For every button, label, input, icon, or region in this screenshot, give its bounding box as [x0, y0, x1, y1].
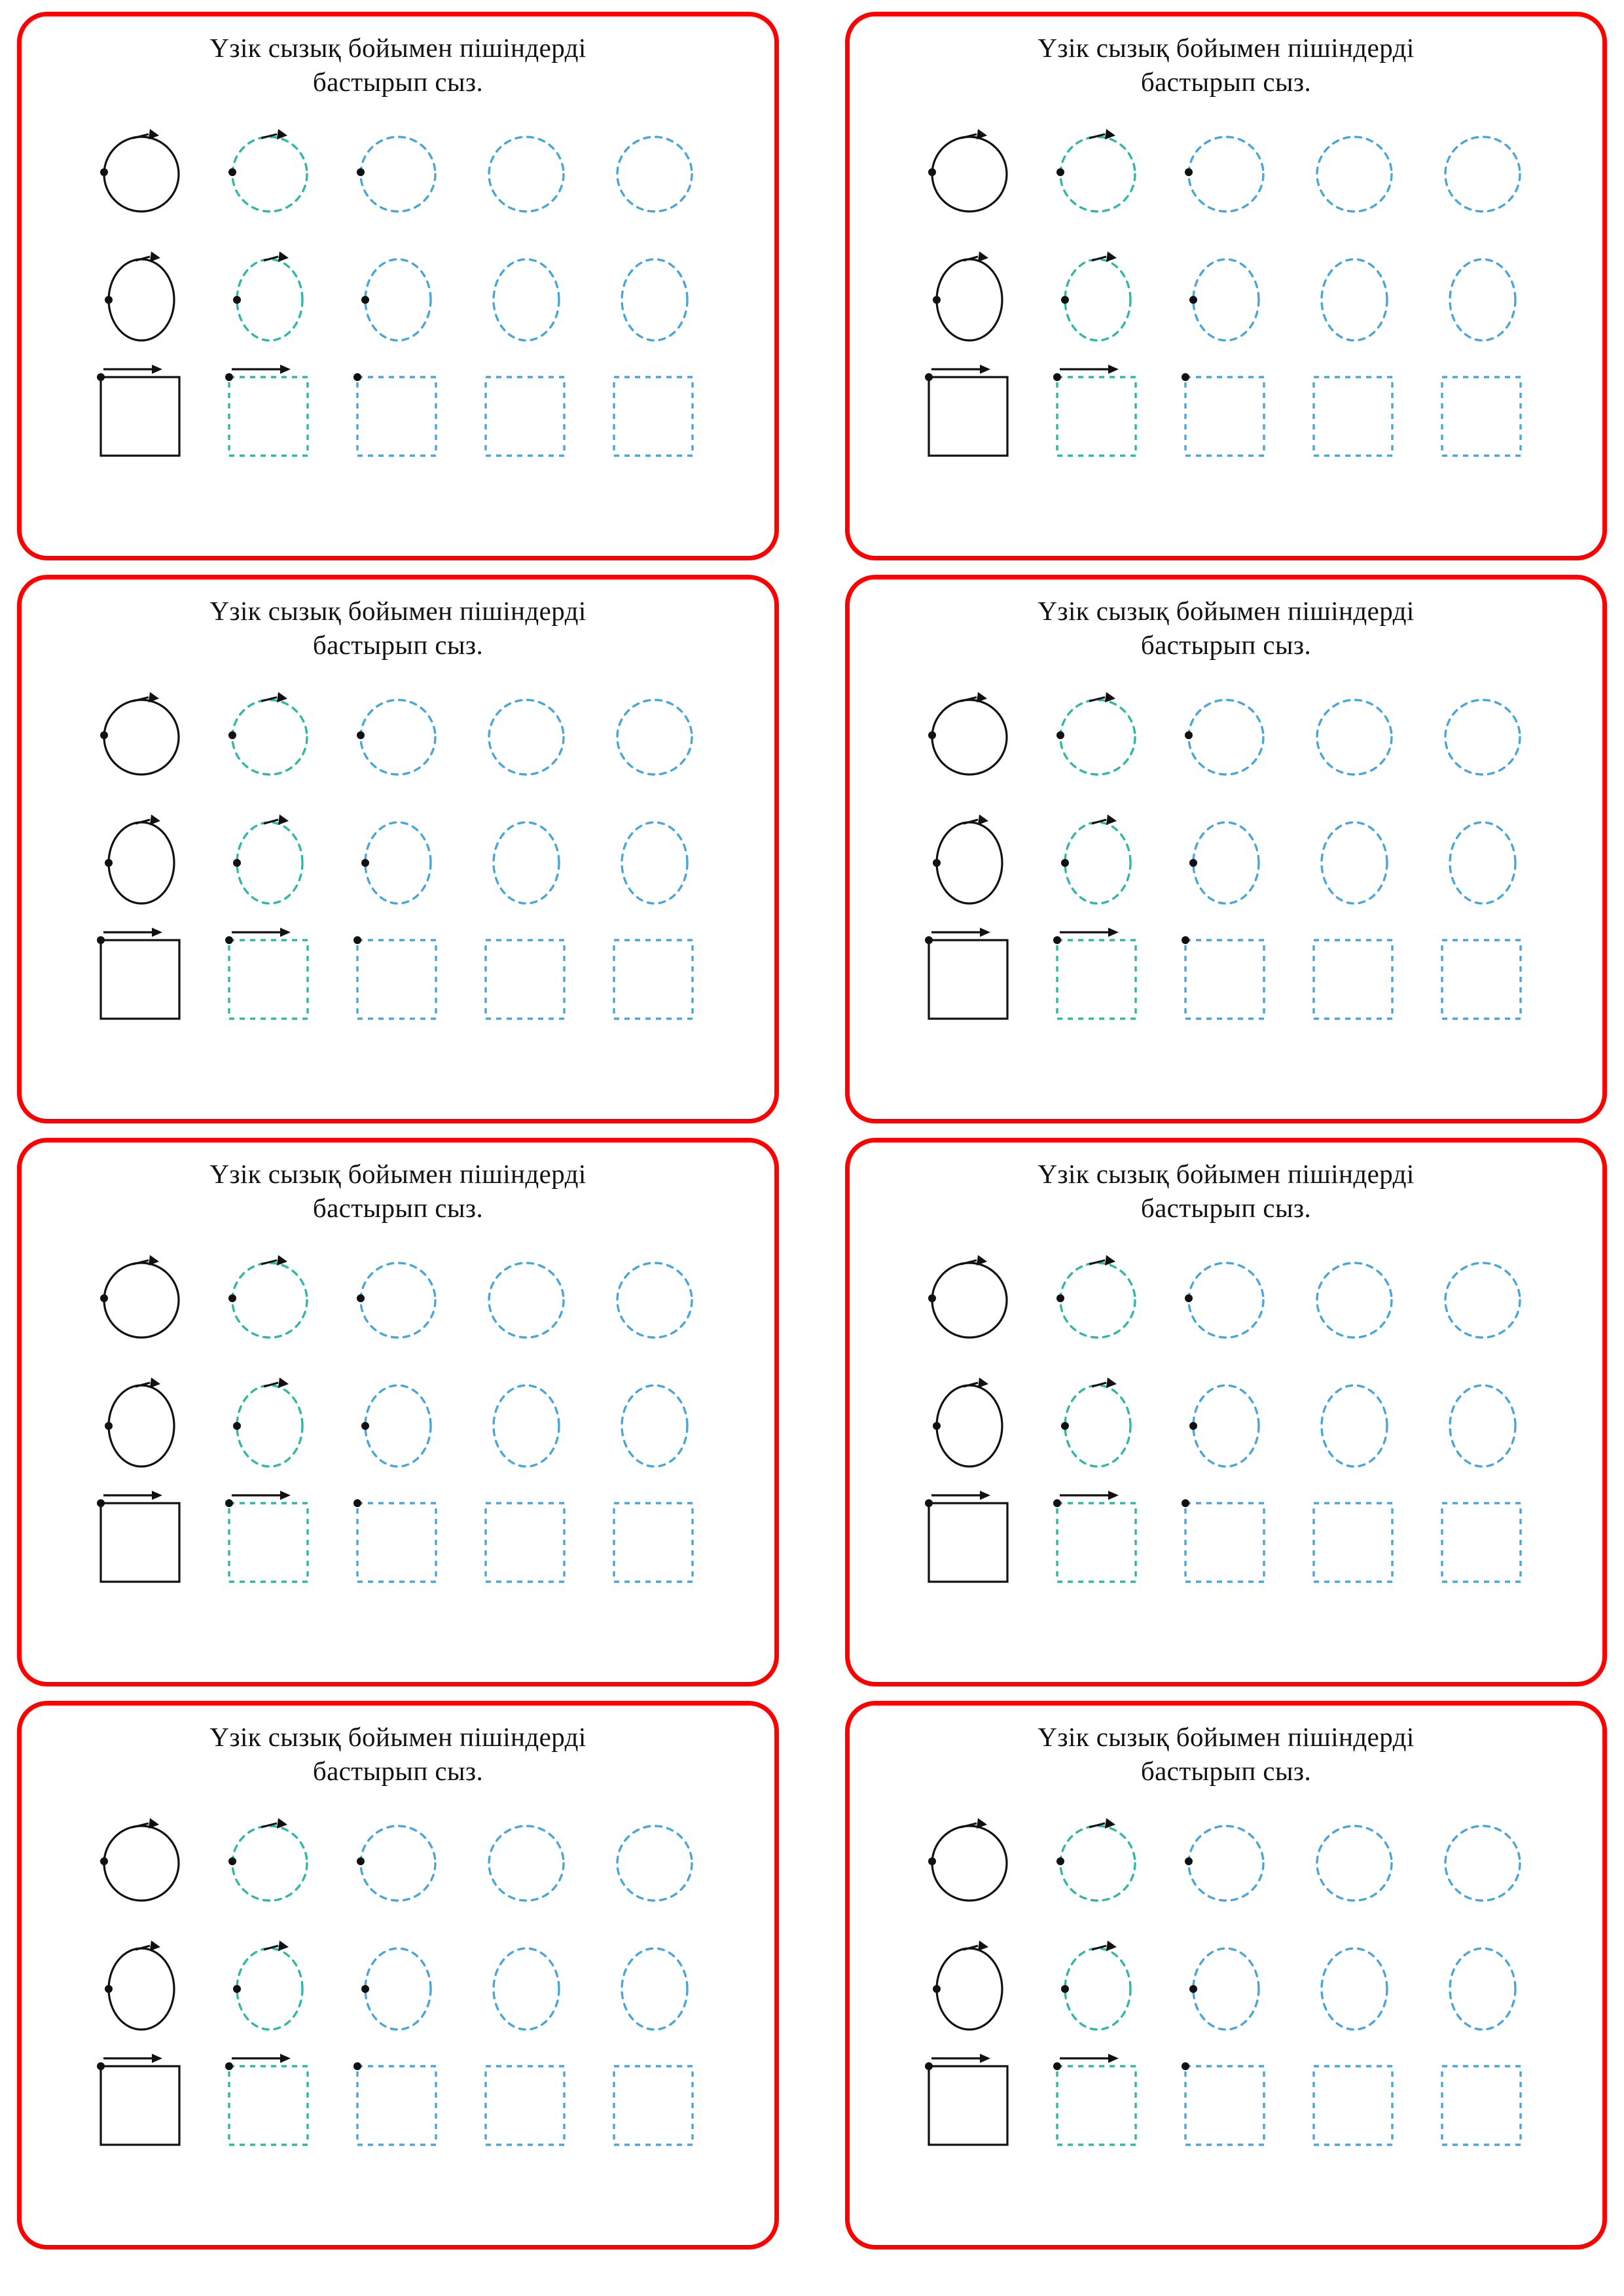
card-title-line2: бастырып сыз. — [312, 67, 484, 98]
square-row — [77, 1489, 719, 1603]
worksheet-card — [17, 12, 779, 560]
square-trace-1 — [206, 1489, 334, 1587]
square-trace-3 — [462, 1489, 590, 1587]
tracing-grid — [905, 1800, 1547, 2166]
tracing-grid — [77, 674, 719, 1040]
square-trace-3 — [1290, 2052, 1418, 2150]
oval-trace-4 — [1418, 247, 1547, 352]
card-title-line2: бастырып сыз. — [1140, 1193, 1312, 1224]
oval-trace-4 — [590, 811, 719, 915]
oval-guide-solid — [77, 1374, 206, 1478]
card-title — [899, 1720, 1553, 1789]
card-title — [899, 594, 1553, 663]
square-trace-1 — [206, 2052, 334, 2150]
oval-trace-2 — [1162, 247, 1290, 352]
oval-guide-solid — [77, 811, 206, 915]
square-trace-2 — [1162, 2052, 1290, 2150]
square-guide-solid — [905, 2052, 1034, 2150]
circle-trace-2 — [334, 125, 462, 223]
square-trace-4 — [1418, 1489, 1547, 1587]
circle-trace-4 — [1418, 1251, 1547, 1349]
circle-trace-3 — [462, 1814, 590, 1912]
card-title — [71, 1157, 725, 1226]
square-guide-solid — [905, 926, 1034, 1024]
square-trace-4 — [1418, 926, 1547, 1024]
square-trace-2 — [334, 926, 462, 1024]
circle-trace-4 — [590, 688, 719, 786]
oval-guide-solid — [905, 811, 1034, 915]
oval-trace-4 — [1418, 1937, 1547, 2041]
circle-row — [77, 1237, 719, 1363]
square-row — [905, 926, 1547, 1040]
square-trace-4 — [1418, 2052, 1547, 2150]
circle-guide-solid — [905, 1814, 1034, 1912]
circle-trace-3 — [462, 125, 590, 223]
square-trace-1 — [1034, 363, 1162, 461]
circle-row — [77, 111, 719, 237]
square-trace-3 — [462, 926, 590, 1024]
card-title-line1: Үзік сызық бойымен пішіндерді — [209, 596, 586, 626]
card-row — [17, 575, 1607, 1123]
worksheet-card — [17, 575, 779, 1123]
circle-trace-4 — [590, 1251, 719, 1349]
oval-trace-2 — [334, 1937, 462, 2041]
card-title-line1: Үзік сызық бойымен пішіндерді — [209, 1159, 586, 1189]
oval-row — [77, 1926, 719, 2052]
card-title-line2: бастырып сыз. — [1140, 630, 1312, 661]
oval-trace-3 — [462, 247, 590, 352]
square-trace-2 — [1162, 363, 1290, 461]
square-guide-solid — [77, 363, 206, 461]
oval-trace-3 — [462, 811, 590, 915]
oval-trace-2 — [334, 247, 462, 352]
circle-trace-4 — [1418, 1814, 1547, 1912]
oval-guide-solid — [77, 247, 206, 352]
card-title-line1: Үзік сызық бойымен пішіндерді — [1038, 1159, 1415, 1189]
oval-trace-4 — [590, 1374, 719, 1478]
circle-guide-solid — [905, 125, 1034, 223]
square-row — [77, 2052, 719, 2166]
circle-trace-2 — [334, 688, 462, 786]
circle-guide-solid — [77, 1814, 206, 1912]
worksheet-card — [845, 575, 1607, 1123]
square-trace-2 — [1162, 926, 1290, 1024]
square-guide-solid — [77, 1489, 206, 1587]
circle-trace-2 — [1162, 1814, 1290, 1912]
square-trace-3 — [1290, 363, 1418, 461]
circle-trace-1 — [206, 125, 334, 223]
circle-trace-1 — [1034, 1814, 1162, 1912]
square-trace-4 — [1418, 363, 1547, 461]
square-guide-solid — [905, 363, 1034, 461]
tracing-grid — [77, 111, 719, 477]
oval-trace-3 — [462, 1937, 590, 2041]
tracing-grid — [77, 1237, 719, 1603]
circle-row — [905, 674, 1547, 800]
circle-guide-solid — [77, 125, 206, 223]
worksheet-card — [17, 1138, 779, 1686]
circle-row — [905, 111, 1547, 237]
card-title-line2: бастырып сыз. — [312, 1756, 484, 1787]
tracing-grid — [905, 1237, 1547, 1603]
worksheet-card — [845, 12, 1607, 560]
circle-trace-2 — [334, 1251, 462, 1349]
worksheet-card — [845, 1138, 1607, 1686]
square-trace-2 — [334, 1489, 462, 1587]
square-row — [905, 2052, 1547, 2166]
card-title-line1: Үзік сызық бойымен пішіндерді — [1038, 33, 1415, 63]
square-trace-3 — [1290, 926, 1418, 1024]
card-row — [17, 1701, 1607, 2250]
oval-row — [905, 237, 1547, 363]
tracing-grid — [905, 674, 1547, 1040]
circle-row — [905, 1237, 1547, 1363]
square-row — [77, 363, 719, 477]
oval-guide-solid — [77, 1937, 206, 2041]
card-title — [71, 594, 725, 663]
circle-trace-3 — [1290, 125, 1418, 223]
oval-trace-1 — [206, 1374, 334, 1478]
oval-trace-2 — [334, 1374, 462, 1478]
square-trace-2 — [334, 363, 462, 461]
circle-guide-solid — [905, 1251, 1034, 1349]
square-trace-4 — [590, 2052, 719, 2150]
circle-trace-2 — [1162, 125, 1290, 223]
oval-trace-4 — [590, 247, 719, 352]
oval-guide-solid — [905, 1374, 1034, 1478]
oval-guide-solid — [905, 247, 1034, 352]
square-trace-3 — [462, 363, 590, 461]
card-title-line2: бастырып сыз. — [1140, 67, 1312, 98]
square-trace-1 — [1034, 2052, 1162, 2150]
oval-trace-3 — [1290, 247, 1418, 352]
card-title-line1: Үзік сызық бойымен пішіндерді — [209, 33, 586, 63]
oval-trace-1 — [206, 1937, 334, 2041]
square-trace-2 — [334, 2052, 462, 2150]
oval-trace-2 — [1162, 1937, 1290, 2041]
card-row — [17, 12, 1607, 560]
circle-trace-2 — [1162, 1251, 1290, 1349]
card-title-line1: Үзік сызық бойымен пішіндерді — [209, 1722, 586, 1752]
card-title-line1: Үзік сызық бойымен пішіндерді — [1038, 596, 1415, 626]
square-guide-solid — [77, 2052, 206, 2150]
oval-trace-4 — [590, 1937, 719, 2041]
circle-guide-solid — [77, 688, 206, 786]
square-trace-1 — [1034, 1489, 1162, 1587]
card-title-line2: бастырып сыз. — [1140, 1756, 1312, 1787]
oval-row — [77, 1363, 719, 1489]
square-trace-1 — [1034, 926, 1162, 1024]
oval-trace-1 — [1034, 811, 1162, 915]
circle-trace-1 — [1034, 688, 1162, 786]
circle-row — [77, 1800, 719, 1926]
oval-trace-3 — [1290, 1374, 1418, 1478]
circle-trace-3 — [1290, 1814, 1418, 1912]
square-row — [905, 363, 1547, 477]
circle-trace-3 — [1290, 1251, 1418, 1349]
oval-trace-3 — [462, 1374, 590, 1478]
tracing-grid — [905, 111, 1547, 477]
card-title — [899, 31, 1553, 100]
circle-trace-2 — [334, 1814, 462, 1912]
circle-trace-1 — [206, 1814, 334, 1912]
oval-trace-4 — [1418, 1374, 1547, 1478]
square-trace-3 — [462, 2052, 590, 2150]
circle-trace-4 — [1418, 688, 1547, 786]
square-guide-solid — [77, 926, 206, 1024]
tracing-grid — [77, 1800, 719, 2166]
oval-row — [905, 800, 1547, 926]
worksheet-card — [845, 1701, 1607, 2250]
oval-row — [905, 1926, 1547, 2052]
oval-row — [77, 800, 719, 926]
oval-guide-solid — [905, 1937, 1034, 2041]
card-title-line2: бастырып сыз. — [312, 1193, 484, 1224]
oval-trace-1 — [206, 811, 334, 915]
circle-trace-1 — [206, 688, 334, 786]
square-trace-4 — [590, 1489, 719, 1587]
card-row — [17, 1138, 1607, 1686]
circle-trace-4 — [1418, 125, 1547, 223]
oval-trace-3 — [1290, 811, 1418, 915]
circle-trace-3 — [462, 1251, 590, 1349]
square-trace-4 — [590, 363, 719, 461]
circle-trace-1 — [1034, 1251, 1162, 1349]
circle-row — [77, 674, 719, 800]
square-trace-1 — [206, 363, 334, 461]
card-title — [899, 1157, 1553, 1226]
square-trace-1 — [206, 926, 334, 1024]
oval-trace-2 — [1162, 1374, 1290, 1478]
square-trace-3 — [1290, 1489, 1418, 1587]
oval-trace-2 — [1162, 811, 1290, 915]
circle-trace-4 — [590, 1814, 719, 1912]
card-title-line2: бастырып сыз. — [312, 630, 484, 661]
circle-trace-3 — [462, 688, 590, 786]
card-title — [71, 1720, 725, 1789]
circle-guide-solid — [77, 1251, 206, 1349]
oval-row — [905, 1363, 1547, 1489]
circle-guide-solid — [905, 688, 1034, 786]
circle-trace-1 — [206, 1251, 334, 1349]
square-trace-2 — [1162, 1489, 1290, 1587]
square-trace-4 — [590, 926, 719, 1024]
oval-trace-3 — [1290, 1937, 1418, 2041]
square-row — [77, 926, 719, 1040]
circle-trace-3 — [1290, 688, 1418, 786]
square-guide-solid — [905, 1489, 1034, 1587]
circle-trace-2 — [1162, 688, 1290, 786]
circle-trace-4 — [590, 125, 719, 223]
oval-trace-1 — [1034, 1937, 1162, 2041]
oval-trace-4 — [1418, 811, 1547, 915]
worksheet-card — [17, 1701, 779, 2250]
card-title — [71, 31, 725, 100]
card-title-line1: Үзік сызық бойымен пішіндерді — [1038, 1722, 1415, 1752]
oval-trace-1 — [1034, 1374, 1162, 1478]
oval-trace-1 — [206, 247, 334, 352]
circle-row — [905, 1800, 1547, 1926]
oval-row — [77, 237, 719, 363]
circle-trace-1 — [1034, 125, 1162, 223]
oval-trace-1 — [1034, 247, 1162, 352]
square-row — [905, 1489, 1547, 1603]
oval-trace-2 — [334, 811, 462, 915]
